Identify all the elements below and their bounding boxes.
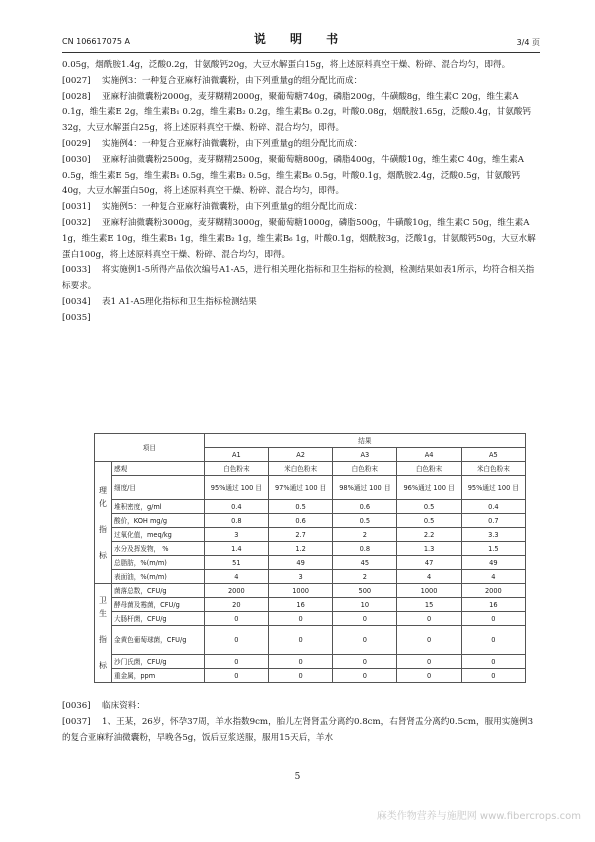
table-row — [95, 542, 526, 556]
paragraph: [0036] 临床资料： — [62, 699, 540, 715]
result-cell: 0 — [461, 612, 525, 626]
paragraph-number: [0031] — [62, 202, 91, 213]
page-of: 3/4 页 — [516, 38, 540, 47]
group-label: 卫 生 指 标 — [95, 584, 112, 683]
result-cell: 0.5 — [397, 514, 461, 528]
result-cell: 4 — [397, 570, 461, 584]
result-cell: 2 — [333, 528, 397, 542]
document-title: 说 明 书 — [253, 32, 349, 46]
row-label: 水分及挥发物， % — [112, 542, 205, 556]
page-header — [62, 30, 540, 52]
result-cell: 0.5 — [333, 514, 397, 528]
result-cell: 2000 — [461, 584, 525, 598]
result-cell: 0.5 — [397, 500, 461, 514]
result-cell: 1000 — [268, 584, 332, 598]
result-cell: 0 — [461, 655, 525, 669]
patent-number: CN 106617075 A — [62, 37, 130, 46]
result-cell: 0.6 — [333, 500, 397, 514]
sample-header: A1 — [204, 448, 268, 462]
paragraph — [62, 311, 540, 327]
paragraph-number: [0029] — [62, 138, 91, 149]
result-cell: 1.5 — [461, 542, 525, 556]
result-cell: 白色粉末 — [397, 462, 461, 476]
result-cell: 96%通过 100 目 — [397, 476, 461, 500]
paragraph-number: [0035] — [62, 312, 91, 323]
row-label: 过氧化值，meq/kg — [112, 528, 205, 542]
result-cell: 3.3 — [461, 528, 525, 542]
result-cell: 0 — [461, 669, 525, 683]
result-cell: 0 — [268, 626, 332, 655]
result-cell: 0 — [204, 669, 268, 683]
paragraph: [0033] 将实施例1-5所得产品依次编号A1-A5，进行相关理化指标和卫生指标的检测，检测结果如表1所示，均符合相关指标要求。 — [62, 265, 535, 292]
result-cell: 0 — [204, 655, 268, 669]
result-cell: 2.2 — [397, 528, 461, 542]
result-cell: 1.3 — [397, 542, 461, 556]
table-row — [95, 655, 526, 669]
result-cell: 10 — [333, 598, 397, 612]
header-rule — [62, 52, 540, 53]
result-cell: 米白色粉末 — [268, 462, 332, 476]
paragraph: [0031] 实施例5：一种复合亚麻籽油微囊粉，由下列重量g的组分配比而成： — [62, 200, 540, 216]
table-row — [95, 514, 526, 528]
row-label: 金黄色葡萄球菌，CFU/g — [112, 626, 205, 655]
paragraph-number: [0037] — [62, 716, 91, 727]
result-cell: 0.5 — [268, 500, 332, 514]
row-label: 菌落总数，CFU/g — [112, 584, 205, 598]
paragraph: [0028] 亚麻籽油微囊粉2000g，麦芽糊精2000g，聚葡萄糖740g，磷脂200g，牛磺酸8g，维生素C 20g，维生素A 0.1g，维生素E 2g，维生素B₁ 0.2g，维生素B₂ 0.2g，维生素B₆ 0.2g，叶酸0.08g，烟酰胺1.65g，泛酸0.4g，甘氨酸钙32g，大豆水解蛋白25g，将上述原料真空干燥、粉碎、混合均匀，即得。 — [62, 91, 531, 134]
results-table — [94, 433, 526, 683]
table-row — [95, 626, 526, 655]
sample-header: A3 — [333, 448, 397, 462]
result-cell: 47 — [397, 556, 461, 570]
result-cell: 0.8 — [204, 514, 268, 528]
result-cell: 0.4 — [461, 500, 525, 514]
result-cell: 51 — [204, 556, 268, 570]
paragraph: [0037] 1、王某，26岁，怀孕37周，羊水指数9cm，胎儿左肾肾盂分离约0.8cm，右肾肾盂分离约0.5cm，服用实施例3的复合亚麻籽油微囊粉，早晚各5g，饭后豆浆送服，服用15天后，羊水 — [62, 716, 534, 743]
result-cell: 97%通过 100 目 — [268, 476, 332, 500]
paragraph-number: [0034] — [62, 296, 91, 307]
paragraph: [0030] 亚麻籽油微囊粉2500g，麦芽糊精2500g，聚葡萄糖800g，磷脂400g，牛磺酸10g，维生素C 40g，维生素A 0.5g，维生素E 5g，维生素B₁ 0.5g，维生素B₂ 0.5g，维生素B₆ 0.5g，叶酸0.1g，烟酰胺2.4g，泛酸0.5g，甘氨酸钙40g，大豆水解蛋白50g，将上述原料真空干燥、粉碎、混合均匀，即得。 — [62, 154, 524, 197]
result-cell: 2 — [333, 570, 397, 584]
table-row — [95, 556, 526, 570]
result-cell: 0.6 — [268, 514, 332, 528]
result-cell: 3 — [204, 528, 268, 542]
table-row — [95, 570, 526, 584]
table-row — [95, 500, 526, 514]
clinical-section — [62, 699, 540, 746]
result-cell: 0 — [397, 669, 461, 683]
result-cell: 0 — [204, 626, 268, 655]
result-cell: 500 — [333, 584, 397, 598]
result-cell: 0 — [268, 612, 332, 626]
sample-header: A2 — [268, 448, 332, 462]
row-label: 大肠杆菌，CFU/g — [112, 612, 205, 626]
row-label: 总脂肪，%(m/m) — [112, 556, 205, 570]
watermark: 麻类作物营养与施肥网 www.fibercrops.com — [376, 811, 581, 822]
paragraph: [0032] 亚麻籽油微囊粉3000g，麦芽糊精3000g，聚葡萄糖1000g，磷脂500g，牛磺酸10g，维生素C 50g，维生素A 1g，维生素E 10g，维生素B₁ 1g，维生素B₂ 1g，维生素B₆ 1g，叶酸0.1g，烟酰胺3g，泛酸1g，甘氨酸钙50g，大豆水解蛋白100g，将上述原料真空干燥、粉碎、混合均匀，即得。 — [62, 217, 536, 260]
result-cell: 20 — [204, 598, 268, 612]
header-result: 结果 — [204, 434, 525, 448]
page-number: 5 — [294, 772, 301, 782]
result-cell: 45 — [333, 556, 397, 570]
table-row — [95, 669, 526, 683]
table-caption: [0034] 表1 A1-A5理化指标和卫生指标检测结果 — [62, 295, 540, 311]
row-label: 重金属，ppm — [112, 669, 205, 683]
table-row — [95, 476, 526, 500]
result-cell: 0 — [333, 669, 397, 683]
result-cell: 16 — [461, 598, 525, 612]
row-label: 沙门氏菌，CFU/g — [112, 655, 205, 669]
result-cell: 1000 — [397, 584, 461, 598]
result-cell: 0 — [333, 612, 397, 626]
result-cell: 0 — [204, 612, 268, 626]
result-cell: 98%通过 100 目 — [333, 476, 397, 500]
paragraph: [0029] 实施例4：一种复合亚麻籽油微囊粉，由下列重量g的组分配比而成： — [62, 137, 540, 153]
row-label: 堆积密度，g/ml — [112, 500, 205, 514]
row-label: 酸价，KOH mg/g — [112, 514, 205, 528]
result-cell: 95%通过 100 目 — [204, 476, 268, 500]
result-cell: 4 — [204, 570, 268, 584]
result-cell: 15 — [397, 598, 461, 612]
result-cell: 0 — [461, 626, 525, 655]
paragraph: [0027] 实施例3：一种复合亚麻籽油微囊粉，由下列重量g的组分配比而成： — [62, 74, 540, 90]
result-cell: 3 — [268, 570, 332, 584]
result-cell: 白色粉末 — [204, 462, 268, 476]
row-label: 细度/目 — [112, 476, 205, 500]
result-cell: 0 — [397, 655, 461, 669]
table-row — [95, 462, 526, 476]
result-cell: 49 — [461, 556, 525, 570]
result-cell: 1.4 — [204, 542, 268, 556]
group-label: 理 化 指 标 — [95, 462, 112, 584]
result-cell: 0.8 — [333, 542, 397, 556]
result-cell: 2000 — [204, 584, 268, 598]
result-cell: 0.4 — [204, 500, 268, 514]
row-label: 酵母菌及霉菌，CFU/g — [112, 598, 205, 612]
result-cell: 49 — [268, 556, 332, 570]
row-label: 感观 — [112, 462, 205, 476]
result-cell: 白色粉末 — [333, 462, 397, 476]
paragraph: 0.05g，烟酰胺1.4g，泛酸0.2g，甘氨酸钙20g，大豆水解蛋白15g，将上述原料真空干燥、粉碎、混合均匀，即得。 — [62, 60, 511, 70]
result-cell: 0 — [397, 626, 461, 655]
body-text — [62, 58, 540, 327]
result-cell: 16 — [268, 598, 332, 612]
table-row — [95, 612, 526, 626]
result-cell: 0 — [333, 655, 397, 669]
result-cell: 95%通过 100 目 — [461, 476, 525, 500]
table-row — [95, 584, 526, 598]
paragraph-number: [0036] — [62, 701, 91, 711]
table-row — [95, 598, 526, 612]
sample-header: A4 — [397, 448, 461, 462]
paragraph-number: [0028] — [62, 91, 91, 102]
paragraph-number: [0032] — [62, 217, 91, 228]
result-cell: 1.2 — [268, 542, 332, 556]
paragraph-number: [0027] — [62, 75, 91, 86]
result-cell: 0.7 — [461, 514, 525, 528]
result-cell: 0 — [397, 612, 461, 626]
sample-header: A5 — [461, 448, 525, 462]
result-cell: 4 — [461, 570, 525, 584]
paragraph-number: [0033] — [62, 265, 91, 276]
table-row — [95, 528, 526, 542]
result-cell: 0 — [333, 626, 397, 655]
row-label: 表面油，%(m/m) — [112, 570, 205, 584]
result-cell: 2.7 — [268, 528, 332, 542]
paragraph-number: [0030] — [62, 154, 91, 165]
result-cell: 0 — [268, 655, 332, 669]
table-header-row — [95, 434, 526, 448]
header-item: 项目 — [95, 434, 205, 462]
result-cell: 米白色粉末 — [461, 462, 525, 476]
result-cell: 0 — [268, 669, 332, 683]
